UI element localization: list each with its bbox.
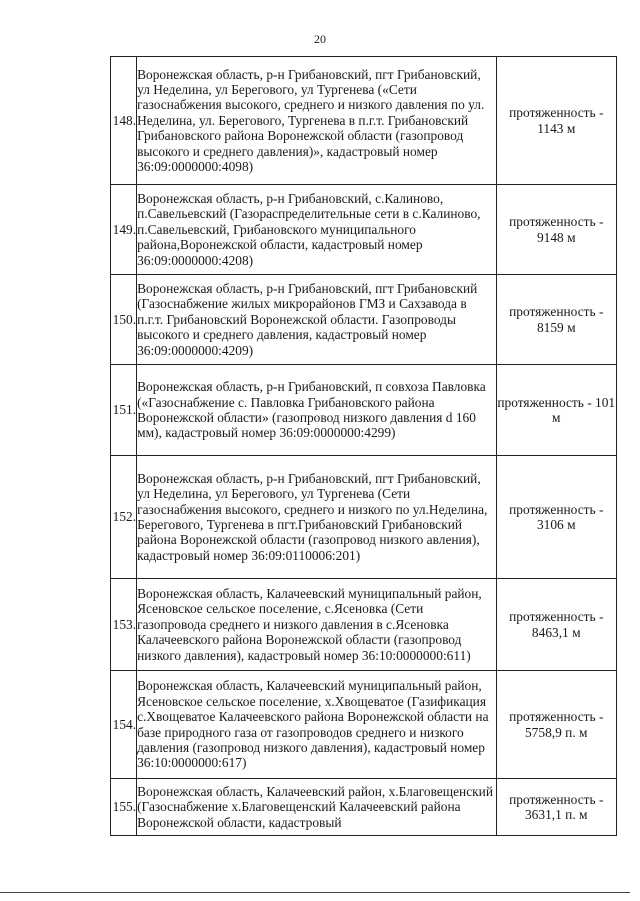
row-number: 148. bbox=[111, 57, 137, 185]
row-length: протяженность - 101 м bbox=[496, 365, 617, 456]
row-description: Воронежская область, Калачеевский район, х.Благовещенский (Газоснабжение х.Благовещенский Калачеевский района Воронежской области, кадастровый bbox=[137, 779, 496, 836]
row-description: Воронежская область, р-н Грибановский, с.Калиново, п.Савельевский (Газораспределительные сети в с.Калиново, п.Савельевский, Грибановского муниципального района,Воронежской области, кадастровый номер 36:09:0000000:4208) bbox=[137, 185, 496, 275]
row-length: протяженность - 8159 м bbox=[496, 275, 617, 365]
table-row bbox=[111, 185, 617, 275]
row-length: протяженность - 3631,1 п. м bbox=[496, 779, 617, 836]
page-bottom-rule bbox=[0, 892, 630, 893]
row-length: протяженность - 1143 м bbox=[496, 57, 617, 185]
row-description: Воронежская область, р-н Грибановский, пгт Грибановский, ул Неделина, ул Берегового, ул Тургенева («Сети газоснабжения высокого, среднего и низкого давления по ул. Неделина, ул. Берегового, Тургенева в п.г.т. Грибановский Грибановского района Воронежской области (газопровод высокого и среднего давления)», кадастровый номер 36:09:0000000:4098) bbox=[137, 57, 496, 185]
table-row bbox=[111, 579, 617, 671]
row-description: Воронежская область, Калачеевский муниципальный район, Ясеновское сельское поселение, х.Хвощеватое (Газификация с.Хвощеватое Калачеевского района Воронежской области на базе природного газа от газопроводов среднего и низкого давления (газопровод низкого давления), кадастровый номер 36:10:0000000:617) bbox=[137, 671, 496, 779]
row-number: 154. bbox=[111, 671, 137, 779]
row-description: Воронежская область, р-н Грибановский, пгт Грибановский (Газоснабжение жилых микрорайонов ГМЗ и Сахзавода в п.г.т. Грибановский Воронежской области. Газопроводы высокого и среднего давления, кадастровый номер 36:09:0000000:4209) bbox=[137, 275, 496, 365]
registry-table bbox=[110, 56, 617, 836]
row-length: протяженность - 5758,9 п. м bbox=[496, 671, 617, 779]
row-number: 153. bbox=[111, 579, 137, 671]
row-description: Воронежская область, р-н Грибановский, п совхоза Павловка («Газоснабжение с. Павловка Грибановского района Воронежской области» (газопровод низкого давления d 160 мм), кадастровый номер 36:09:0000000:4299) bbox=[137, 365, 496, 456]
row-number: 151. bbox=[111, 365, 137, 456]
page-number: 20 bbox=[314, 32, 326, 46]
registry-table-body bbox=[111, 57, 617, 836]
row-description: Воронежская область, Калачеевский муниципальный район, Ясеновское сельское поселение, с.Ясеновка (Сети газопровода среднего и низкого давления в с.Ясеновка Калачеевского района Воронежской области (газопровод низкого давления), кадастровый номер 36:10:0000000:611) bbox=[137, 579, 496, 671]
table-row bbox=[111, 779, 617, 836]
table-row bbox=[111, 365, 617, 456]
row-number: 155. bbox=[111, 779, 137, 836]
row-length: протяженность - 8463,1 м bbox=[496, 579, 617, 671]
row-description: Воронежская область, р-н Грибановский, пгт Грибановский, ул Неделина, ул Берегового, ул Тургенева (Сети газоснабжения высокого, среднего и низкого по ул.Неделина, Берегового, Тургенева в пгт.Грибановский Грибановский района Воронежской области (газопровод низкого авления), кадастровый номер 36:09:0110006:201) bbox=[137, 456, 496, 579]
row-number: 150. bbox=[111, 275, 137, 365]
row-length: протяженность - 3106 м bbox=[496, 456, 617, 579]
row-number: 149. bbox=[111, 185, 137, 275]
row-number: 152. bbox=[111, 456, 137, 579]
table-row bbox=[111, 671, 617, 779]
row-length: протяженность - 9148 м bbox=[496, 185, 617, 275]
table-row bbox=[111, 456, 617, 579]
table-row bbox=[111, 275, 617, 365]
table-row bbox=[111, 57, 617, 185]
